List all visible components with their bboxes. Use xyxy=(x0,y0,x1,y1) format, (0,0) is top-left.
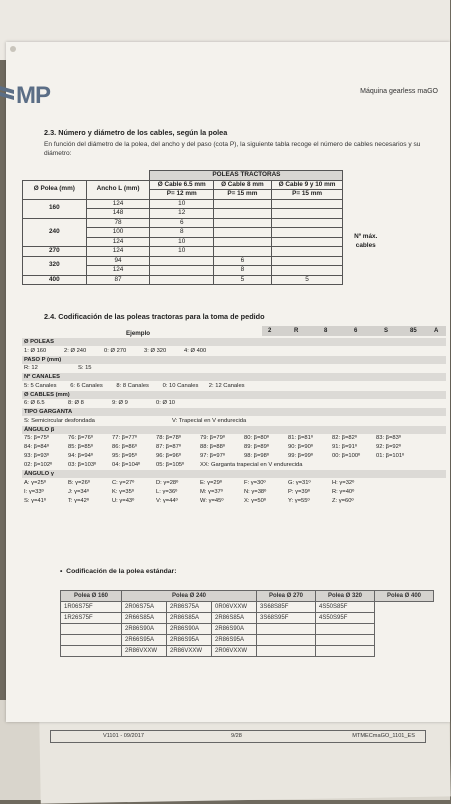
col-cable-8: Ø Cable 8 mm xyxy=(214,180,272,190)
cell-c910: 5 xyxy=(271,275,343,285)
legend-row xyxy=(22,452,446,460)
cell-ancho: 78 xyxy=(86,218,150,228)
std-cell: 3S68S85F xyxy=(257,602,316,613)
legend-code: 05: β=105º xyxy=(156,462,185,468)
cell-c8 xyxy=(214,247,272,257)
section-2-3-text: En función del diámetro de la polea, del ancho y del paso (cota P), la siguiente tabla recoge el número de cables necesarios y su diámetro: xyxy=(44,141,421,157)
cell-ancho: 124 xyxy=(86,266,150,276)
legend-row xyxy=(22,443,446,451)
std-cell: 2R86S90A xyxy=(122,624,167,635)
std-cell: 3S68S95F xyxy=(257,613,316,624)
cell-polea: 160 xyxy=(23,199,87,218)
legend-code: S: γ=41º xyxy=(24,497,46,504)
table-row xyxy=(23,256,389,266)
cell-c910 xyxy=(271,237,343,247)
table-row xyxy=(23,218,389,228)
cell-c910 xyxy=(271,247,343,257)
cell-ancho: 100 xyxy=(86,228,150,238)
legend-code: G: γ=31º xyxy=(288,479,311,486)
legend-code: 6: Ø 6.5 xyxy=(24,400,45,406)
legend-code: A: γ=25º xyxy=(24,479,46,486)
legend-code: B: γ=26º xyxy=(68,479,90,486)
legend-code: 02: β=102º xyxy=(24,462,53,468)
legend-code: S: 15 xyxy=(78,365,92,371)
example-code-char: 85 xyxy=(410,328,417,334)
cell-c910 xyxy=(271,266,343,276)
col-polea: Ø Polea (mm) xyxy=(23,180,87,199)
legend-code: 90: β=90º xyxy=(288,444,313,450)
legend-code: Z: γ=60º xyxy=(332,497,354,504)
std-cell xyxy=(61,635,122,646)
table-row xyxy=(23,199,389,209)
standard-table xyxy=(60,590,434,657)
legend-row xyxy=(22,417,446,425)
cell-c910 xyxy=(271,209,343,219)
standard-coding-title: • Codificación de la polea estándar: xyxy=(60,568,177,575)
example-code-char: 6 xyxy=(354,328,358,334)
std-cell: 2R66S85A xyxy=(122,613,167,624)
example-code-bar xyxy=(262,326,446,336)
example-code-char: A xyxy=(434,328,439,334)
legend-code: 1: Ø 160 xyxy=(24,347,47,354)
section-2-4-title: 2.4. Codificación de las poleas tractoras para la toma de pedido xyxy=(44,312,265,321)
legend-group-header: Nº CANALES xyxy=(22,373,446,381)
cell-ancho: 124 xyxy=(86,237,150,247)
page-footer xyxy=(50,730,426,743)
legend-code: 78: β=78º xyxy=(156,435,181,441)
std-header: Polea Ø 240 xyxy=(122,591,257,602)
legend-code: Y: γ=55º xyxy=(288,497,310,504)
legend-code: 3: Ø 320 xyxy=(144,347,167,354)
legend-row xyxy=(22,479,446,487)
ejemplo-label: Ejemplo xyxy=(126,330,151,337)
legend-code: 81: β=81º xyxy=(288,435,313,441)
legend-code: 96: β=96º xyxy=(156,453,181,459)
legend-group-header: PASO P (mm) xyxy=(22,356,446,364)
std-cell: 2R86VXXW xyxy=(167,646,212,657)
legend-group-header: ÁNGULO γ xyxy=(22,470,446,478)
cell-c65: 12 xyxy=(150,209,214,219)
footer-version: V1101 - 09/2017 xyxy=(103,733,144,739)
legend-code: V: γ=44º xyxy=(156,497,178,504)
cell-c8 xyxy=(214,228,272,238)
std-cell: 2R86S90A xyxy=(167,624,212,635)
table-row xyxy=(61,602,434,613)
bullet-icon: • xyxy=(60,568,67,575)
footer-doc-code: MTMECmaGO_1101_ES xyxy=(352,733,415,739)
legend-code: X: γ=50º xyxy=(244,497,266,504)
background-paper-sheet xyxy=(39,711,450,803)
legend-code: 03: β=103º xyxy=(68,462,97,468)
legend-code: 83: β=83º xyxy=(376,435,401,441)
legend-row xyxy=(22,382,446,390)
legend-code: 91: β=91º xyxy=(332,444,357,450)
legend-code: 4: Ø 400 xyxy=(184,347,207,354)
legend-row xyxy=(22,488,446,496)
legend-code: 80: β=80º xyxy=(244,435,269,441)
std-cell: 1R26S75F xyxy=(61,613,122,624)
cell-c910 xyxy=(271,256,343,266)
legend-group-header: Ø CABLES (mm) xyxy=(22,391,446,399)
legend-code: 76: β=76º xyxy=(68,435,93,441)
cell-c8: 8 xyxy=(214,266,272,276)
cell-c8 xyxy=(214,209,272,219)
cell-ancho: 87 xyxy=(86,275,150,285)
std-cell: 1R06S75F xyxy=(61,602,122,613)
table-row xyxy=(23,247,389,257)
legend-code: 8: 8 Canales xyxy=(116,382,149,389)
std-cell xyxy=(316,635,375,646)
legend-code: 8: Ø 8 xyxy=(68,400,84,406)
legend-code: T: γ=42º xyxy=(68,497,89,504)
table-row xyxy=(61,646,434,657)
std-cell xyxy=(61,624,122,635)
cell-c65 xyxy=(150,275,214,285)
std-cell: 4S50S85F xyxy=(316,602,375,613)
cable-table-title: POLEAS TRACTORAS xyxy=(150,171,343,181)
cell-ancho: 94 xyxy=(86,256,150,266)
std-cell: 2R86VXXW xyxy=(122,646,167,657)
table-row xyxy=(61,613,434,624)
legend-code: 87: β=87º xyxy=(156,444,181,450)
std-header: Polea Ø 270 xyxy=(257,591,316,602)
logo-mark-icon xyxy=(0,84,14,104)
n-max-cables: Nº máx. cables xyxy=(354,233,378,249)
legend-code: W: γ=45º xyxy=(200,497,224,504)
example-code-char: R xyxy=(294,328,299,334)
legend-code: H: γ=32º xyxy=(332,479,355,486)
legend-code: 0: 10 Canales xyxy=(162,382,199,389)
cell-polea: 240 xyxy=(23,218,87,247)
legend-code: 93: β=93º xyxy=(24,453,49,459)
company-logo: MP xyxy=(16,82,50,109)
p-cable-9-10: P= 15 mm xyxy=(271,190,343,200)
std-cell: 2R86S75A xyxy=(167,602,212,613)
cell-ancho: 148 xyxy=(86,209,150,219)
legend-code: 9: Ø 9 xyxy=(112,400,128,406)
std-cell xyxy=(257,646,316,657)
cell-c65: 10 xyxy=(150,247,214,257)
cell-polea: 270 xyxy=(23,247,87,257)
cell-c8 xyxy=(214,237,272,247)
legend-code: 5: 5 Canales xyxy=(24,382,57,389)
std-header: Polea Ø 160 xyxy=(61,591,122,602)
legend-code: 77: β=77º xyxy=(112,435,137,441)
cell-c8: 6 xyxy=(214,256,272,266)
legend-code: 82: β=82º xyxy=(332,435,357,441)
cell-c65 xyxy=(150,266,214,276)
punch-hole xyxy=(10,46,16,52)
legend-code: S: Semicircular desfondada xyxy=(24,417,95,424)
legend-code: 04: β=104º xyxy=(112,462,141,468)
cell-c8 xyxy=(214,199,272,209)
legend-code: P: γ=39º xyxy=(288,488,310,495)
std-header: Polea Ø 320 xyxy=(316,591,375,602)
cell-c65: 6 xyxy=(150,218,214,228)
legend-code: D: γ=28º xyxy=(156,479,179,486)
legend-code: 01: β=101º xyxy=(376,453,405,459)
legend-code: 75: β=75º xyxy=(24,435,49,441)
std-cell: 2R86S85A xyxy=(167,613,212,624)
legend-code: 86: β=86º xyxy=(112,444,137,450)
cell-c8: 5 xyxy=(214,275,272,285)
legend-code: I: γ=33º xyxy=(24,488,44,495)
std-cell: 2R86S90A xyxy=(212,624,257,635)
legend-code: 2: 12 Canales xyxy=(208,382,245,389)
legend-code: F: γ=30º xyxy=(244,479,266,486)
legend-group-header: ÁNGULO β xyxy=(22,426,446,434)
std-cell: 2R86S85A xyxy=(212,613,257,624)
document-page xyxy=(6,42,450,739)
std-cell xyxy=(316,646,375,657)
cell-c910 xyxy=(271,228,343,238)
legend-code: R: 12 xyxy=(24,365,38,371)
p-cable-8: P= 15 mm xyxy=(214,190,272,200)
std-cell: 2R66S95A xyxy=(122,635,167,646)
footer-page: 9/28 xyxy=(231,733,242,739)
legend-code: 95: β=95º xyxy=(112,453,137,459)
legend-row xyxy=(22,364,446,372)
legend-code: E: γ=29º xyxy=(200,479,222,486)
legend-code: XX: Garganta trapecial en V endurecida xyxy=(200,462,303,468)
cell-c910 xyxy=(271,218,343,228)
legend-code: 99: β=99º xyxy=(288,453,313,459)
legend-code: M: γ=37º xyxy=(200,488,223,495)
col-cable-9-10: Ø Cable 9 y 10 mm xyxy=(271,180,343,190)
legend-code: K: γ=35º xyxy=(112,488,134,495)
std-cell xyxy=(316,624,375,635)
cable-table xyxy=(22,170,388,285)
std-cell: 0R06VXXW xyxy=(212,602,257,613)
legend-code: 79: β=79º xyxy=(200,435,225,441)
std-cell: 2R06VXXW xyxy=(212,646,257,657)
cell-c910 xyxy=(271,199,343,209)
legend-code: 84: β=84º xyxy=(24,444,49,450)
legend-code: J: γ=34º xyxy=(68,488,89,495)
example-code-char: 8 xyxy=(324,328,328,334)
legend-code: 00: β=100º xyxy=(332,453,361,459)
legend-code: V: Trapecial en V endurecida xyxy=(172,417,247,424)
p-cable-6-5: P= 12 mm xyxy=(150,190,214,200)
section-2-3-title: 2.3. Número y diámetro de los cables, según la polea xyxy=(44,128,228,137)
legend-code: 88: β=88º xyxy=(200,444,225,450)
legend-code: 94: β=94º xyxy=(68,453,93,459)
cell-c8 xyxy=(214,218,272,228)
cell-ancho: 124 xyxy=(86,199,150,209)
legend-row xyxy=(22,347,446,355)
legend-row xyxy=(22,399,446,407)
std-cell xyxy=(257,635,316,646)
legend-group-header: TIPO GARGANTA xyxy=(22,408,446,416)
legend-code: 98: β=98º xyxy=(244,453,269,459)
table-row xyxy=(61,624,434,635)
legend-code: R: γ=40º xyxy=(332,488,355,495)
std-cell: 4S50S95F xyxy=(316,613,375,624)
col-ancho: Ancho L (mm) xyxy=(86,180,150,199)
std-cell: 2R86S95A xyxy=(167,635,212,646)
cell-ancho: 124 xyxy=(86,247,150,257)
legend-code: C: γ=27º xyxy=(112,479,135,486)
cell-polea: 400 xyxy=(23,275,87,285)
document-header-title: Máquina gearless maGO xyxy=(360,88,438,95)
table-row xyxy=(23,275,389,285)
legend-code: 2: Ø 240 xyxy=(64,347,87,354)
cell-c65: 10 xyxy=(150,199,214,209)
example-code-char: 2 xyxy=(268,328,272,334)
cell-c65: 10 xyxy=(150,237,214,247)
legend-row xyxy=(22,434,446,442)
legend-code: 92: β=92º xyxy=(376,444,401,450)
std-header: Polea Ø 400 xyxy=(375,591,434,602)
legend-code: L: γ=36º xyxy=(156,488,178,495)
legend-code: 97: β=97º xyxy=(200,453,225,459)
legend-code: 89: β=89º xyxy=(244,444,269,450)
cell-polea: 320 xyxy=(23,256,87,275)
std-cell: 2R86S95A xyxy=(212,635,257,646)
legend-row xyxy=(22,461,446,469)
table-row xyxy=(61,635,434,646)
legend-group-header: Ø POLEAS xyxy=(22,338,446,346)
col-cable-6-5: Ø Cable 6.5 mm xyxy=(150,180,214,190)
cell-c65 xyxy=(150,256,214,266)
legend-code: 0: Ø 270 xyxy=(104,347,127,354)
legend-code: 0: Ø 10 xyxy=(156,400,176,406)
std-cell xyxy=(257,624,316,635)
std-cell xyxy=(61,646,122,657)
example-code-char: S xyxy=(384,328,389,334)
cell-c65: 8 xyxy=(150,228,214,238)
std-cell: 2R06S75A xyxy=(122,602,167,613)
legend-code: 85: β=85º xyxy=(68,444,93,450)
legend-code: 6: 6 Canales xyxy=(70,382,103,389)
legend-code: N: γ=38º xyxy=(244,488,267,495)
legend-code: U: γ=43º xyxy=(112,497,135,504)
legend-row xyxy=(22,497,446,505)
